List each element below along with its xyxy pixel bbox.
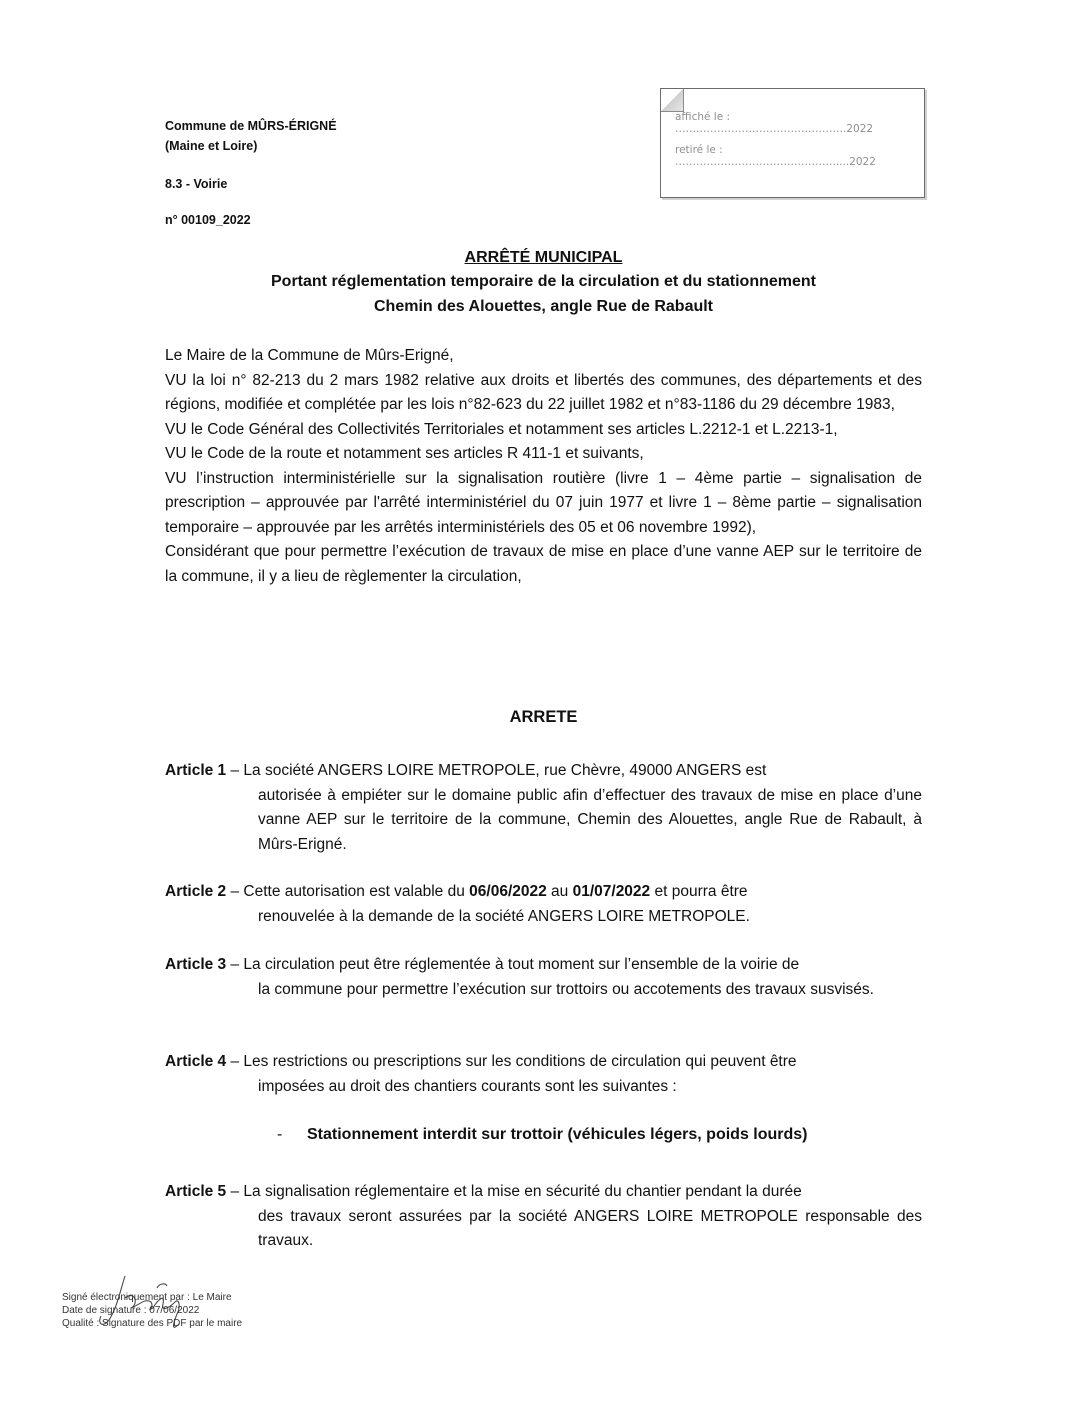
article-4 <box>165 1050 922 1099</box>
article-text-continued: autorisée à empiéter sur le domaine public afin d’effectuer des travaux de mise en place d’une vanne AEP sur le territoire de la commune, Chemin des Alouettes, angle Rue de Rabault, à Mûrs-Erigné. <box>258 786 922 853</box>
page-title <box>165 245 922 271</box>
signature-date: Date de signature : 07/06/2022 <box>62 1305 200 1316</box>
article-text-continued: renouvelée à la demande de la société ANGERS LOIRE METROPOLE. <box>258 907 750 925</box>
article-1 <box>165 759 922 857</box>
category-label: 8.3 - Voirie <box>165 177 228 191</box>
electronic-signature-block <box>62 1291 247 1330</box>
article-text-continued: imposées au droit des chantiers courants sont les suivantes : <box>258 1077 677 1095</box>
bullet-dash: - <box>277 1126 283 1143</box>
article-text: et pourra être <box>650 883 748 900</box>
title-subtitle-1: Portant réglementation temporaire de la circulation et du stationnement <box>271 273 816 290</box>
article-2 <box>165 880 922 929</box>
article-text: – Cette autorisation est valable du <box>226 883 470 900</box>
article-label: Article 1 <box>165 762 227 779</box>
preamble-line: Le Maire de la Commune de Mûrs-Erigné, <box>165 347 454 364</box>
bullet-text: Stationnement interdit sur trottoir (véhicules légers, poids lourds) <box>307 1126 808 1143</box>
preamble-line: VU le Code de la route et notamment ses articles R 411-1 et suivants, <box>165 445 644 462</box>
preamble-line: VU le Code Général des Collectivités Territoriales et notamment ses articles L.2212-1 et L.2213-1, <box>165 420 838 438</box>
article-5 <box>165 1180 922 1254</box>
preamble-line: VU l’instruction interministérielle sur la signalisation routière (livre 1 – 4ème partie – signalisation de prescription – approuvée par l'arrêté interministériel du 07 juin 1977 et livre 1 – 8ème partie – signalisation temporaire – approuvée par les arrêtés interministériels des 05 et 06 novembre 1992), <box>165 469 922 536</box>
arrete-number: n° 00109_2022 <box>165 213 251 227</box>
commune-name: Commune de MÛRS-ÉRIGNÉ <box>165 119 337 133</box>
preamble-line: Considérant que pour permettre l’exécution de travaux de mise en place d’une vanne AEP sur le territoire de la commune, il y a lieu de règlementer la circulation, <box>165 543 922 585</box>
retire-le-line: retiré le : ……………………………………….....2022 <box>675 144 876 168</box>
folded-corner-icon <box>661 89 684 112</box>
article-text: – La signalisation réglementaire et la mise en sécurité du chantier pendant la durée <box>226 1183 802 1200</box>
arrete-heading: ARRETE <box>509 708 578 726</box>
preamble-line: VU la loi n° 82-213 du 2 mars 1982 relative aux droits et libertés des communes, des départements et des régions, modifiée et complétée par les lois n°82-623 du 22 juillet 1982 et n°83-1186 du 29 décembre 1983, <box>165 371 922 413</box>
title-main: ARRÊTÉ MUNICIPAL <box>464 249 623 266</box>
article-label: Article 2 <box>165 883 227 900</box>
title-subtitle-2: Chemin des Alouettes, angle Rue de Rabault <box>373 298 714 315</box>
affiche-le-line: affiché le : ………………………………………….2022 <box>675 111 874 135</box>
article-text-continued: la commune pour permettre l’exécution sur trottoirs ou accotements des travaux susvisés. <box>258 980 874 998</box>
article-text-continued: des travaux seront assurées par la société ANGERS LOIRE METROPOLE responsable des travaux. <box>258 1207 922 1249</box>
department-name: (Maine et Loire) <box>165 139 258 153</box>
date-end: 01/07/2022 <box>572 883 651 900</box>
article-label: Article 5 <box>165 1183 227 1200</box>
article-label: Article 3 <box>165 956 227 973</box>
article-label: Article 4 <box>165 1053 227 1070</box>
commune-header <box>165 116 337 156</box>
signature-signer: Signé électroniquement par : Le Maire <box>62 1292 232 1303</box>
article-text: – Les restrictions ou prescriptions sur les conditions de circulation qui peuvent être <box>226 1053 797 1070</box>
article-text: – La circulation peut être réglementée à tout moment sur l’ensemble de la voirie de <box>226 956 800 973</box>
article-text: – La société ANGERS LOIRE METROPOLE, rue Chèvre, 49000 ANGERS est <box>226 762 767 779</box>
preamble <box>165 344 922 589</box>
article-text: au <box>546 883 573 900</box>
article-3 <box>165 953 922 1002</box>
date-start: 06/06/2022 <box>469 883 547 900</box>
signature-quality: Qualité : Signature des PDF par le maire <box>62 1318 243 1329</box>
affichage-box <box>660 88 925 198</box>
